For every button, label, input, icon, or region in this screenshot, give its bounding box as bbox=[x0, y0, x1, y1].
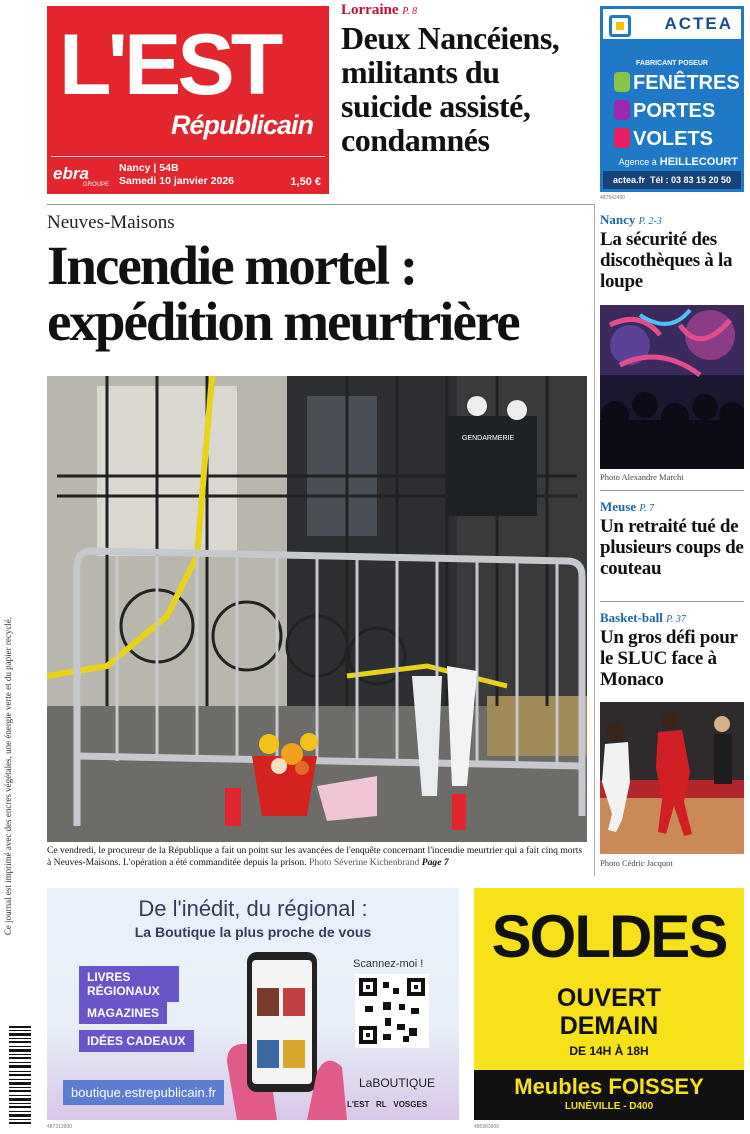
basketball-photo[interactable] bbox=[600, 702, 744, 854]
top-story-title[interactable]: Deux Nancéiens, militants du suicide assisté, condamnés bbox=[341, 20, 560, 158]
side-story-page: P. 2-3 bbox=[638, 216, 662, 227]
side-story-page: P. 37 bbox=[666, 614, 686, 625]
top-story[interactable] bbox=[341, 2, 591, 157]
eco-print-note: Ce journal est imprimé avec des encres végétales, une énergie verte et du papier recyclé. bbox=[3, 616, 13, 936]
divider bbox=[47, 204, 595, 205]
side-story-kicker: Basket-ball bbox=[600, 610, 663, 625]
newspaper-logo: L'EST bbox=[59, 17, 280, 113]
actea-phone: Tél : 03 83 15 20 50 bbox=[649, 175, 732, 185]
actea-tagline: FABRICANT POSEUR bbox=[636, 60, 708, 67]
masthead[interactable] bbox=[47, 6, 329, 194]
actea-agency: Agence à HEILLECOURT bbox=[618, 156, 738, 168]
main-story-title[interactable]: Incendie mortel : expédition meurtrière bbox=[47, 235, 519, 352]
actea-site: actea.fr bbox=[612, 175, 645, 185]
side-story-title[interactable]: La sécurité des discothèques à la loupe bbox=[600, 229, 733, 292]
side-story[interactable] bbox=[600, 499, 746, 579]
divider bbox=[600, 601, 744, 602]
actea-header bbox=[603, 9, 741, 39]
actea-item: PORTES bbox=[614, 100, 715, 123]
ad-code: 487313900 bbox=[47, 1124, 73, 1130]
group-logo-sub: GROUPE bbox=[83, 182, 110, 188]
boutique-brand: LaBOUTIQUE bbox=[359, 1076, 436, 1090]
caption-text: Ce vendredi, le procureur de la République a fait un point sur les avancées de l'enquête concernant l'incendie meurtrier qui a fait cinq morts à Neuves-Maisons. L'opération a été commanditée depuis la prison. bbox=[47, 845, 583, 868]
soldes-title: SOLDES bbox=[491, 903, 727, 970]
side-story-title[interactable]: Un retraité tué de plusieurs coups de couteau bbox=[600, 516, 744, 579]
masthead-divider bbox=[51, 156, 325, 157]
divider bbox=[600, 490, 744, 491]
boutique-title: De l'inédit, du régional : bbox=[138, 896, 368, 921]
page-reference[interactable]: Page 7 bbox=[421, 857, 449, 868]
issue-date: Samedi 10 janvier 2026 bbox=[119, 175, 234, 187]
partner-logos: L'EST RL VOSGES bbox=[347, 1100, 428, 1109]
qr-code-icon[interactable] bbox=[355, 974, 429, 1048]
photo-credit: Photo Alexandre Marchi bbox=[600, 472, 684, 482]
main-story-photo[interactable] bbox=[47, 376, 587, 842]
store-name: Meubles FOISSEY bbox=[514, 1074, 704, 1099]
issue-price: 1,50 € bbox=[290, 176, 321, 188]
soldes-store-banner bbox=[474, 1070, 744, 1120]
boutique-category: MAGAZINES bbox=[79, 1002, 167, 1024]
door-icon bbox=[614, 100, 630, 120]
group-logo: ebra bbox=[53, 164, 89, 183]
photo-credit: Photo Cédric Jacquot bbox=[600, 858, 673, 868]
top-story-page: P. 8 bbox=[402, 6, 418, 17]
main-story-kicker: Neuves-Maisons bbox=[47, 212, 175, 233]
actea-logo-icon bbox=[609, 15, 631, 37]
side-story-kicker: Meuse bbox=[600, 499, 637, 514]
actea-item: FENÊTRES bbox=[614, 72, 740, 95]
boutique-advertisement[interactable] bbox=[47, 888, 459, 1120]
main-story-caption bbox=[47, 845, 587, 869]
side-story-kicker: Nancy bbox=[600, 212, 636, 227]
barcode bbox=[7, 1024, 35, 1128]
photo-credit: Photo Séverine Kichenbrand bbox=[309, 857, 420, 868]
actea-contact bbox=[603, 171, 741, 189]
soldes-hours: DE 14H À 18H bbox=[569, 1044, 649, 1058]
gendarmerie-sign: GENDARMERIE bbox=[462, 435, 515, 442]
nightclub-photo[interactable] bbox=[600, 305, 744, 469]
actea-brand: ACTEA bbox=[664, 14, 733, 33]
side-story-title[interactable]: Un gros défi pour le SLUC face à Monaco bbox=[600, 627, 738, 690]
ad-code: 485903900 bbox=[474, 1124, 500, 1130]
edition-label: Nancy | 54B bbox=[119, 162, 179, 174]
edition-info bbox=[119, 162, 234, 188]
soldes-advertisement[interactable] bbox=[474, 888, 744, 1120]
store-location: LUNÉVILLE - D400 bbox=[564, 1101, 654, 1112]
ad-code: 487542400 bbox=[600, 195, 626, 201]
boutique-url-link[interactable]: boutique.estrepublicain.fr bbox=[63, 1080, 224, 1105]
top-story-kicker: Lorraine bbox=[341, 2, 399, 18]
actea-item: VOLETS bbox=[614, 128, 713, 151]
side-story[interactable] bbox=[600, 212, 746, 292]
boutique-category: LIVRES RÉGIONAUX bbox=[79, 966, 179, 1002]
window-icon bbox=[614, 72, 630, 92]
side-story[interactable] bbox=[600, 610, 746, 690]
boutique-subtitle: La Boutique la plus proche de vous bbox=[134, 924, 372, 940]
qr-scan-label: Scannez-moi ! bbox=[353, 958, 424, 970]
phone-in-hand-illustration bbox=[217, 952, 347, 1120]
actea-advertisement[interactable] bbox=[600, 6, 744, 192]
newspaper-logo-subtitle: Républicain bbox=[170, 110, 313, 140]
soldes-open: OUVERT DEMAIN bbox=[556, 984, 662, 1040]
shutter-icon bbox=[614, 128, 630, 148]
boutique-category: IDÉES CADEAUX bbox=[79, 1030, 194, 1052]
side-story-page: P. 7 bbox=[639, 503, 655, 514]
